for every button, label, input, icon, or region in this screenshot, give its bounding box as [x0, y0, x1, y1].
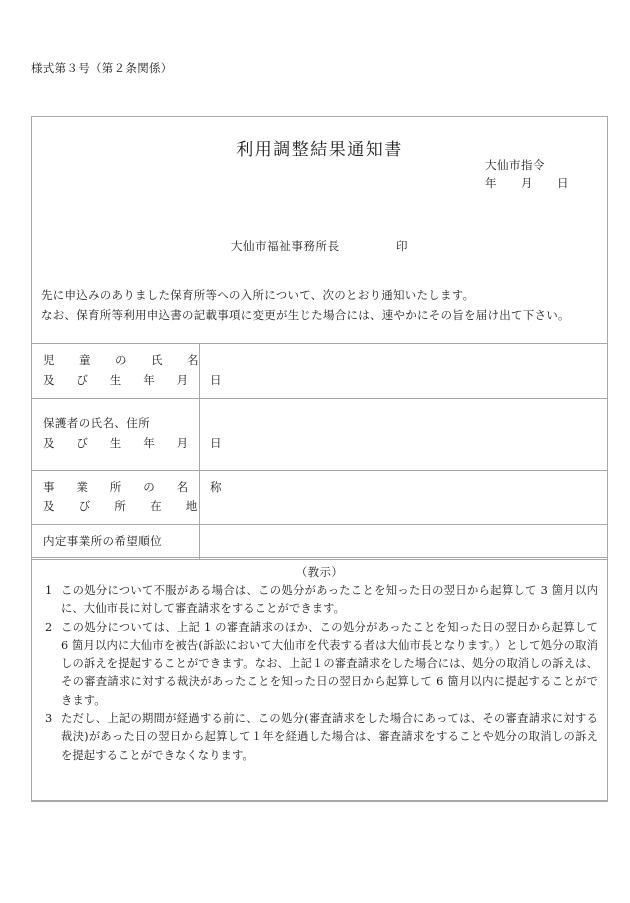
table-row	[32, 344, 608, 399]
row-value-guardian-info[interactable]	[200, 398, 608, 470]
signer-name: 大仙市福祉事務所長	[230, 239, 340, 253]
row-value-preference-rank[interactable]	[200, 525, 608, 560]
label-line-2: 及 び 生 年 月 日	[43, 436, 227, 451]
seal-mark: 印	[396, 239, 409, 253]
row-value-child-name[interactable]	[200, 344, 608, 399]
issuer-directive: 大仙市指令	[485, 158, 545, 172]
intro-line-2: なお、保育所等利用申込書の記載事項に変更が生じた場合には、速やかにその旨を届け出て下さい。	[41, 308, 570, 323]
instruction-number: 2	[45, 620, 53, 634]
issuer-block	[485, 157, 569, 193]
issuer-date: 年 月 日	[485, 175, 569, 190]
instruction-text: この処分については、上記 1 の審査請求のほか、この処分があったことを知った日の翌日から起算して 6 箇月以内に大仙市を被告(訴訟において大仙市を代表する者は大仙市長となります。）として処分の取消しの訴えを提起することができます。なお、上記１の審査請求をした場合には、処分の取消しの訴えは、その審査請求に対する裁決があったことを知った日の翌日から起算して 6 箇月以内に提起することができます。	[61, 620, 598, 707]
row-value-facility-name[interactable]	[200, 470, 608, 525]
page-title: 利用調整結果通知書	[236, 140, 403, 160]
label-line-1: 事 業 所 の 名 称	[43, 479, 227, 494]
intro-line-1: 先に申込みのありました保育所等への入所について、次のとおり通知いたします。	[41, 288, 475, 302]
table-row	[32, 398, 608, 470]
signer-row	[32, 238, 607, 254]
label-line-2: 及 び 生 年 月 日	[43, 372, 227, 387]
form-number: 様式第３号（第２条関係）	[31, 61, 173, 75]
row-label-child-name	[32, 344, 227, 399]
label-line-1: 児 童 の 氏 名	[43, 353, 205, 367]
instruction-number: 1	[45, 584, 53, 597]
instruction-item-1	[41, 582, 598, 619]
table-row	[32, 470, 608, 525]
instruction-box	[31, 557, 608, 802]
table-row	[32, 525, 608, 560]
instruction-number: 3	[45, 712, 53, 726]
row-label-guardian-info	[32, 398, 227, 470]
instruction-text: ただし、上記の期間が経過する前に、この処分(審査請求をした場合にあっては、その審査請求に対する裁決)があった日の翌日から起算して１年を経過した場合は、審査請求をすることや処分の取消しの訴えを提起することができなくなります。	[61, 712, 598, 762]
instruction-item-2	[41, 619, 598, 710]
instruction-item-3	[41, 710, 598, 765]
row-label-facility-name	[32, 470, 227, 525]
document-frame	[31, 116, 608, 801]
intro-paragraph	[41, 285, 601, 326]
label-line-1: 内定事業所の希望順位	[43, 534, 162, 549]
row-label-preference-rank	[32, 525, 200, 560]
applicant-table	[31, 343, 608, 560]
label-line-1: 保護者の氏名、住所	[43, 416, 151, 431]
instruction-heading: （教示）	[295, 565, 344, 579]
instruction-text: この処分について不服がある場合は、この処分があったことを知った日の翌日から起算して 3 箇月以内に、大仙市長に対して審査請求をすることができます。	[61, 584, 598, 616]
label-line-2: 及 び 所 在 地	[43, 499, 198, 514]
